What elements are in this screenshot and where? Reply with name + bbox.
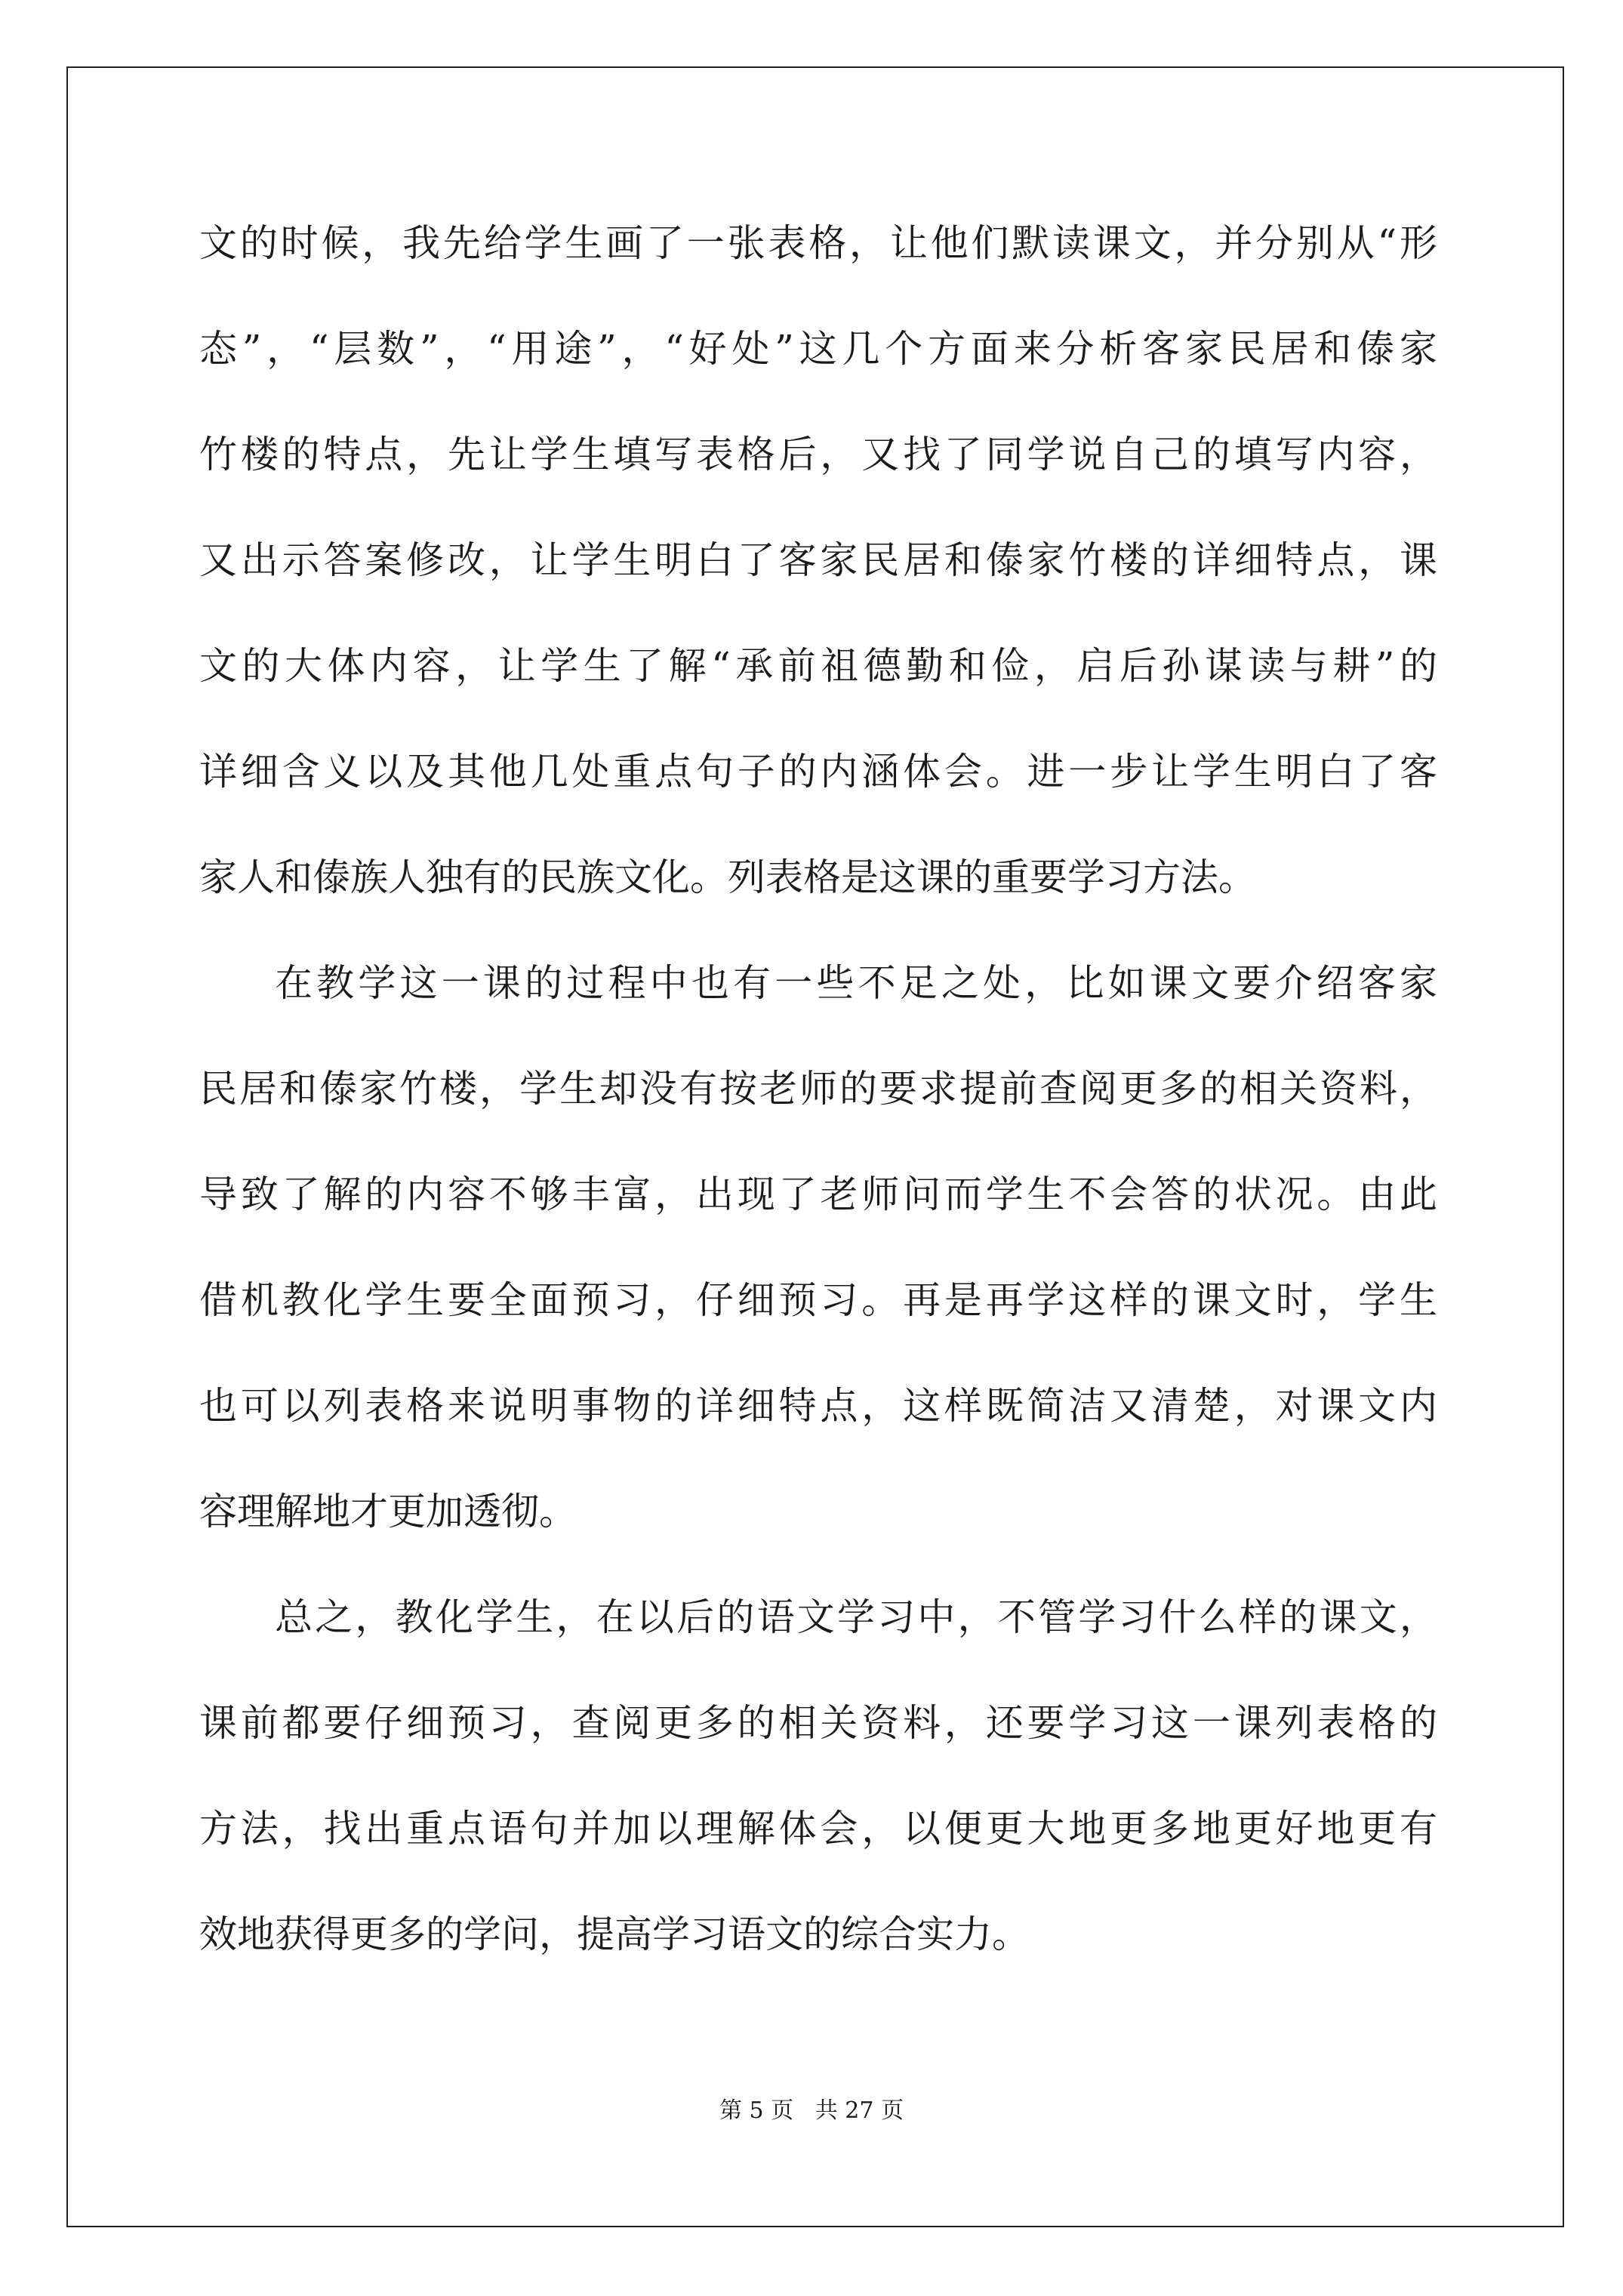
- text-line: 在教学这一课的过程中也有一些不足之处，比如课文要介绍客家: [275, 961, 1437, 1005]
- text-line: 又出示答案修改，让学生明白了客家民居和傣家竹楼的详细特点，课: [199, 538, 1437, 582]
- text-line: 也可以列表格来说明事物的详细特点，这样既简洁又清楚，对课文内: [199, 1384, 1437, 1428]
- text-line: 态”，“层数”，“用途”，“好处”这几个方面来分析客家民居和傣家: [199, 327, 1437, 371]
- text-line: 方法，找出重点语句并加以理解体会，以便更大地更多地更好地更有: [199, 1807, 1437, 1851]
- text-line: 借机教化学生要全面预习，仔细预习。再是再学这样的课文时，学生: [199, 1278, 1437, 1322]
- text-line: 民居和傣家竹楼，学生却没有按老师的要求提前查阅更多的相关资料，: [199, 1067, 1437, 1111]
- text-line: 文的大体内容，让学生了解“承前祖德勤和俭，启后孙谋读与耕”的: [199, 644, 1437, 688]
- document-body: [199, 190, 1437, 1987]
- text-line: 详细含义以及其他几处重点句子的内涵体会。进一步让学生明白了客: [199, 750, 1437, 794]
- text-line: 总之，教化学生，在以后的语文学习中，不管学习什么样的课文，: [275, 1595, 1437, 1639]
- text-line: 效地获得更多的学问，提高学习语文的综合实力。: [199, 1912, 1030, 1956]
- text-line: 家人和傣族人独有的民族文化。列表格是这课的重要学习方法。: [199, 855, 1256, 899]
- text-line: 文的时候，我先给学生画了一张表格，让他们默读课文，并分别从“形: [199, 221, 1437, 265]
- text-line: 导致了解的内容不够丰富，出现了老师问而学生不会答的状况。由此: [199, 1173, 1437, 1216]
- text-line: 容理解地才更加透彻。: [199, 1490, 577, 1533]
- text-line: 竹楼的特点，先让学生填写表格后，又找了同学说自己的填写内容，: [199, 433, 1437, 476]
- text-line: 课前都要仔细预习，查阅更多的相关资料，还要学习这一课列表格的: [199, 1701, 1437, 1745]
- page-number: 第 5 页 共 27 页: [719, 2097, 904, 2124]
